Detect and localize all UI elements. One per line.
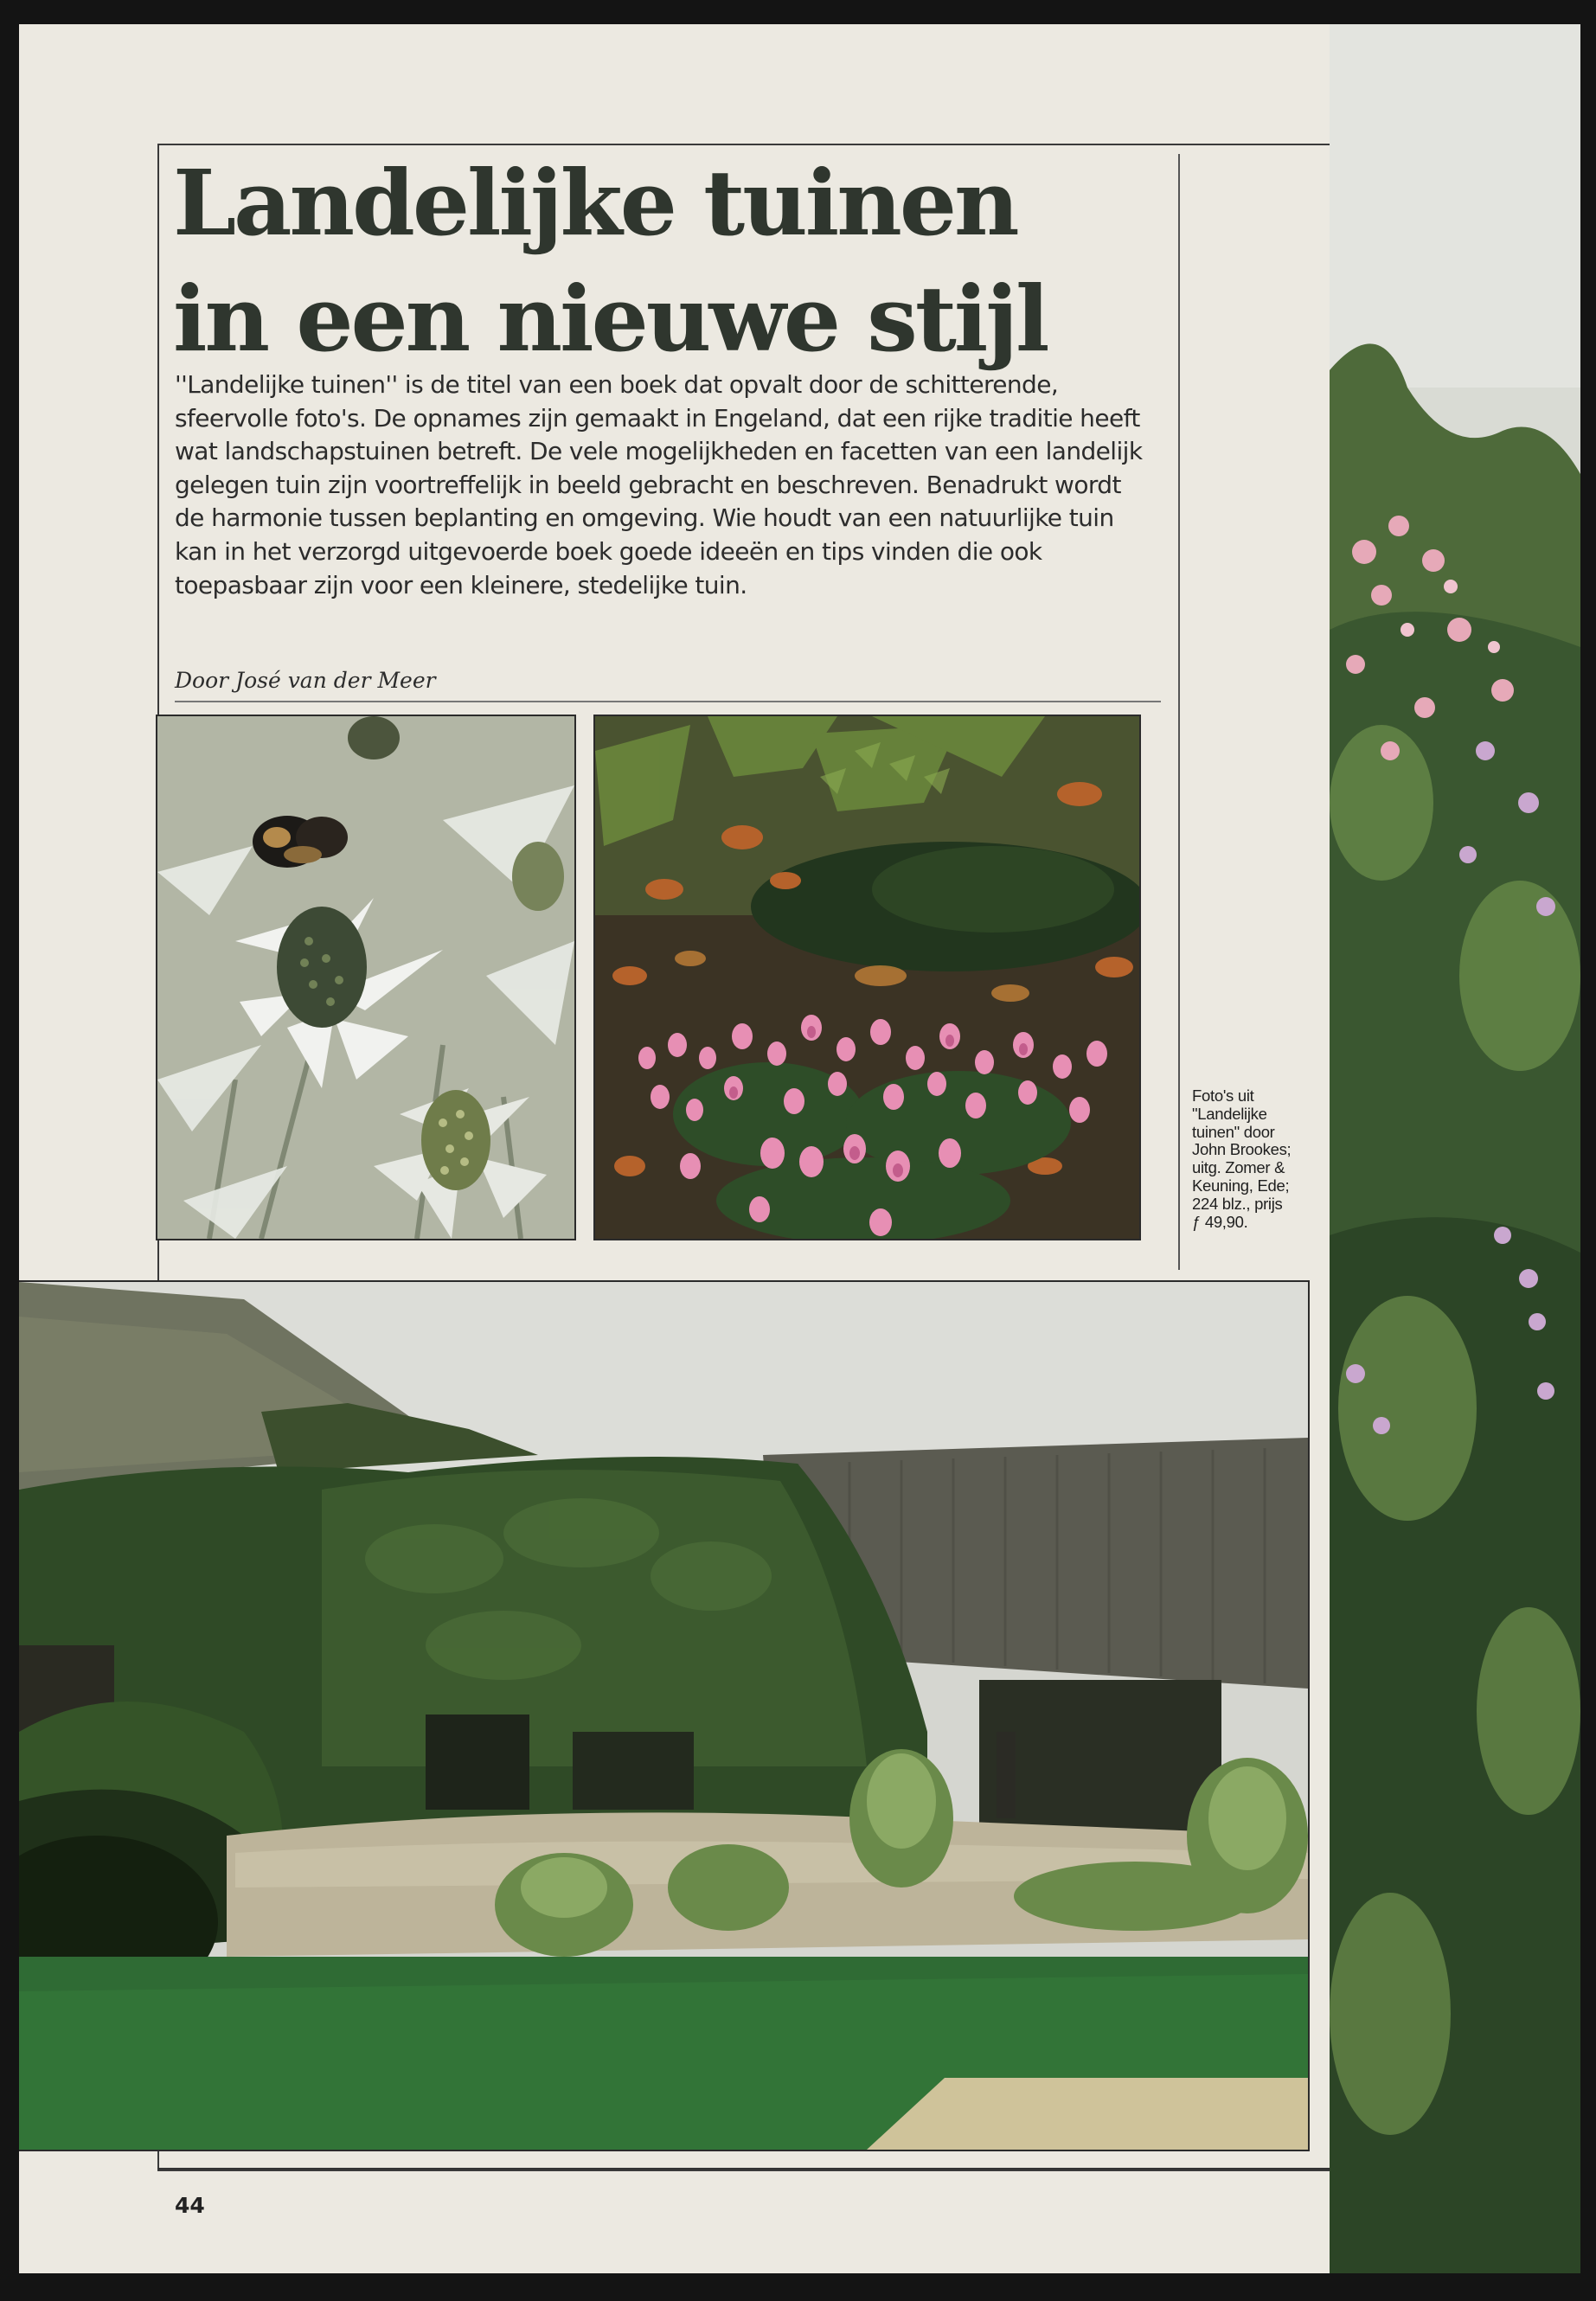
byline-divider (175, 701, 1161, 702)
photo-caption: Foto's uit "Landelijke tuinen" door John Brookes; uitg. Zomer & Keuning, Ede; 224 blz., prijs ƒ 49,90. (1192, 1086, 1292, 1231)
cyclamen-image (595, 716, 1139, 1239)
magazine-page (19, 24, 1330, 2273)
article-intro: ''Landelijke tuinen'' is de titel van een boek dat opvalt door de schitterende, sfeervolle foto's. De opnames zijn gemaakt in Engeland, dat een rijke traditie heeft wat landschapstuinen betreft. De vele mogelijkheden en facetten van een landelijk gelegen tuin zijn voortreffelijk in beeld gebracht en beschreven. Benadrukt wordt de harmonie tussen beplanting en omgeving. Wie houdt van een natuurlijke tuin kan in het verzorgd uitgevoerde boek goede ideeën en tips vinden die ook toepasbaar zijn voor een kleinere, stedelijke tuin. (175, 370, 1143, 599)
sea-holly-image (157, 716, 574, 1239)
article-title: Landelijke tuinen in een nieuwe stijl (173, 150, 1048, 372)
article-byline: Door José van der Meer (175, 668, 436, 693)
flowering-plant-image (1330, 24, 1580, 2273)
barn-garden-image (19, 1282, 1308, 2150)
page-number: 44 (175, 2193, 205, 2218)
photo-cyclamen-bed (593, 715, 1141, 1240)
photo-barn-garden (19, 1280, 1310, 2151)
adjacent-page-photo-flowers (1330, 24, 1580, 2273)
bottom-divider (157, 2168, 1344, 2170)
photo-sea-holly-with-bee (156, 715, 576, 1240)
column-divider (1178, 154, 1180, 1270)
